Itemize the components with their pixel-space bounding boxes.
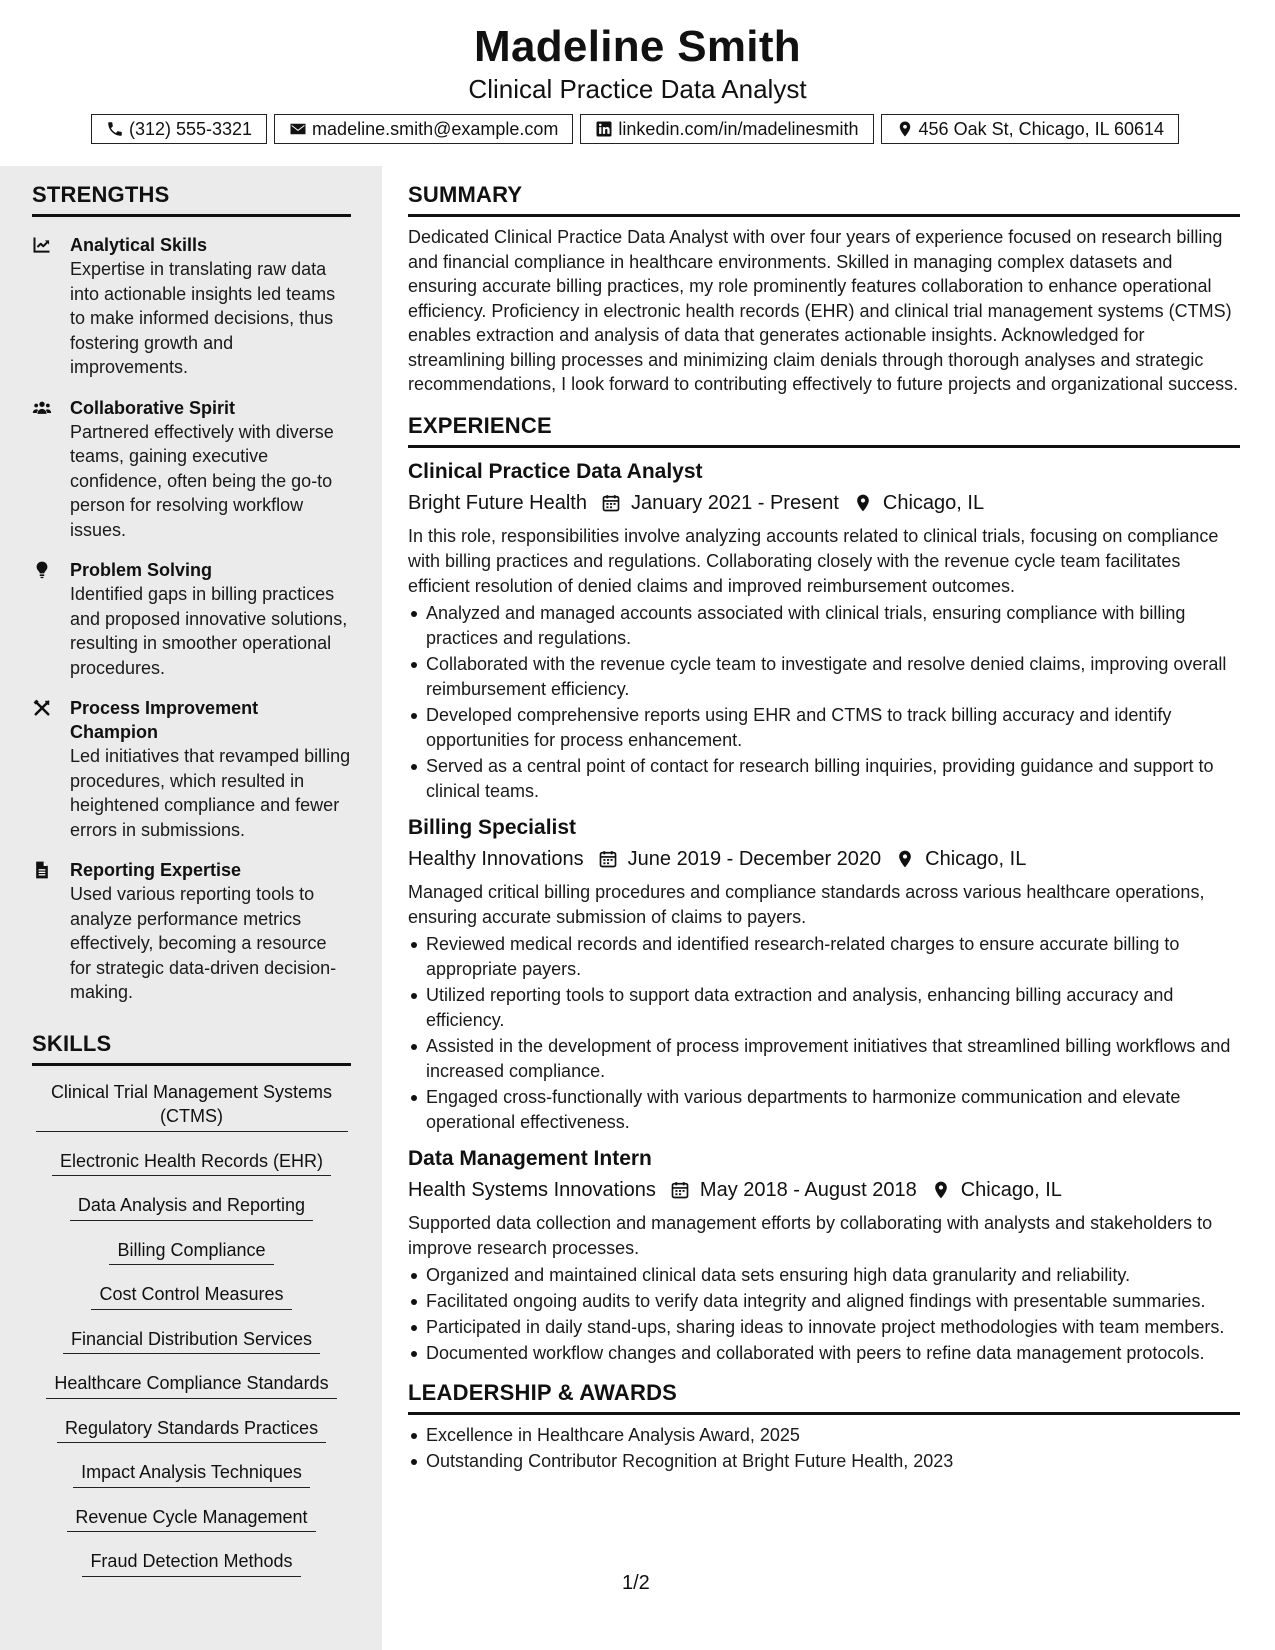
job-entry <box>408 814 1240 1135</box>
strength-item <box>32 558 351 680</box>
job-meta <box>408 844 1240 874</box>
calendar-icon <box>598 849 618 869</box>
strength-title: Process Improvement Champion <box>70 698 259 742</box>
strength-title: Problem Solving <box>70 560 213 580</box>
job-title: Billing Specialist <box>408 815 577 839</box>
contact-linkedin-text: linkedin.com/in/madelinesmith <box>618 118 859 139</box>
job-dates: May 2018 - August 2018 <box>699 1178 917 1201</box>
linkedin-icon <box>595 120 613 138</box>
map-pin-icon <box>895 849 915 869</box>
summary-text: Dedicated Clinical Practice Data Analyst with over four years of experience focused on research billing and financial compliance in healthcare environments. Skilled in managing complex datasets and ensuring accurate billing practices, my role prominently features collaboration to enhance operational efficiency. Proficiency in electronic health records (EHR) and clinical trial management systems (CTMS) enables extraction and analysis of data that generates actionable insights. Acknowledged for streamlining billing processes and minimizing claim denials through thorough analyses and strategic recommendations, I look forward to contributing effectively to future projects and organizational success. <box>408 227 1239 394</box>
job-desc: Managed critical billing procedures and compliance standards across various healthcare operations, ensuring accurate submission of claims to payers. <box>408 881 1205 927</box>
strength-item <box>32 396 351 543</box>
job-entry <box>408 458 1240 804</box>
list-item: Served as a central point of contact for research billing inquiries, providing guidance and support to clinical teams. <box>408 754 1240 804</box>
job-entry <box>408 1145 1240 1366</box>
skill-item: Electronic Health Records (EHR) <box>32 1149 351 1177</box>
map-pin-icon <box>931 1180 951 1200</box>
skill-item: Healthcare Compliance Standards <box>32 1371 351 1399</box>
job-location: Chicago, IL <box>960 1178 1062 1201</box>
job-meta <box>408 1175 1240 1205</box>
job-company: Bright Future Health <box>408 491 587 514</box>
list-item: Outstanding Contributor Recognition at Bright Future Health, 2023 <box>408 1449 1240 1474</box>
job-desc: Supported data collection and management efforts by collaborating with analysts and stakeholders to improve research processes. <box>408 1212 1213 1258</box>
candidate-name: Madeline Smith <box>474 22 801 71</box>
job-title: Data Management Intern <box>408 1146 652 1170</box>
list-item: Assisted in the development of process improvement initiatives that streamlined billing workflows and increased compliance. <box>408 1034 1240 1084</box>
job-desc: In this role, responsibilities involve analyzing accounts related to clinical trials, focusing on compliance with billing practices and regulations. Collaborating closely with the revenue cycle team facilitates efficient resolution of denied claims and improved reimbursement outcomes. <box>408 525 1219 596</box>
strengths-heading: STRENGTHS <box>32 182 351 217</box>
list-item: Developed comprehensive reports using EHR and CTMS to track billing accuracy and identify opportunities for process enhancement. <box>408 703 1240 753</box>
skill-item: Impact Analysis Techniques <box>32 1460 351 1488</box>
job-location: Chicago, IL <box>882 491 985 514</box>
strength-title: Reporting Expertise <box>70 860 242 880</box>
tools-icon <box>32 698 52 718</box>
chart-line-icon <box>32 235 52 255</box>
contact-bar <box>70 114 1200 144</box>
phone-icon <box>106 120 124 138</box>
summary-heading: SUMMARY <box>408 182 1240 217</box>
list-item: Organized and maintained clinical data sets ensuring high data granularity and reliability. <box>408 1263 1240 1288</box>
skills-list <box>32 1080 351 1577</box>
job-dates: June 2019 - December 2020 <box>627 847 882 870</box>
skill-item: Financial Distribution Services <box>32 1327 351 1355</box>
job-bullets <box>408 932 1240 1135</box>
skill-item: Cost Control Measures <box>32 1282 351 1310</box>
file-icon <box>32 860 52 880</box>
strength-desc: Expertise in translating raw data into actionable insights led teams to make informed decisions, thus fostering growth and improvements. <box>70 259 336 377</box>
list-item: Engaged cross-functionally with various departments to harmonize communication and elevate operational effectiveness. <box>408 1085 1240 1135</box>
skill-item: Fraud Detection Methods <box>32 1549 351 1577</box>
map-pin-icon <box>896 120 914 138</box>
strength-item <box>32 696 351 842</box>
job-company: Healthy Innovations <box>408 847 584 870</box>
list-item: Utilized reporting tools to support data extraction and analysis, enhancing billing accuracy and efficiency. <box>408 983 1240 1033</box>
skill-item: Revenue Cycle Management <box>32 1505 351 1533</box>
contact-email[interactable] <box>274 114 573 144</box>
strength-desc: Used various reporting tools to analyze performance metrics effectively, becoming a resource for strategic data-driven decision-making. <box>70 884 337 1002</box>
contact-email-text: madeline.smith@example.com <box>312 118 559 139</box>
leadership-list <box>408 1423 1240 1474</box>
lightbulb-icon <box>32 560 52 580</box>
skill-item: Regulatory Standards Practices <box>32 1416 351 1444</box>
list-item: Analyzed and managed accounts associated with clinical trials, ensuring compliance with billing practices and regulations. <box>408 601 1240 651</box>
job-dates: January 2021 - Present <box>630 491 839 514</box>
contact-address-text: 456 Oak St, Chicago, IL 60614 <box>918 118 1165 139</box>
contact-linkedin[interactable] <box>580 114 873 144</box>
contact-address[interactable] <box>881 114 1180 144</box>
calendar-icon <box>601 493 621 513</box>
contact-phone[interactable] <box>91 114 267 144</box>
skill-item: Clinical Trial Management Systems (CTMS) <box>32 1080 351 1132</box>
strength-desc: Led initiatives that revamped billing procedures, which resulted in heightened compliance and fewer errors in submissions. <box>70 746 351 840</box>
strength-desc: Partnered effectively with diverse teams, gaining executive confidence, often being the go-to person for resolving workflow issues. <box>70 421 334 540</box>
list-item: Reviewed medical records and identified research-related charges to ensure accurate billing to appropriate payers. <box>408 932 1240 982</box>
strength-title: Analytical Skills <box>70 235 208 255</box>
map-pin-icon <box>853 493 873 513</box>
job-meta <box>408 488 1240 518</box>
list-item: Excellence in Healthcare Analysis Award, 2025 <box>408 1423 1240 1448</box>
strength-item <box>32 858 351 1005</box>
job-company: Health Systems Innovations <box>408 1178 656 1201</box>
list-item: Collaborated with the revenue cycle team to investigate and resolve denied claims, improving overall reimbursement efficiency. <box>408 652 1240 702</box>
list-item: Documented workflow changes and collaborated with peers to refine data management protocols. <box>408 1341 1240 1366</box>
job-title: Clinical Practice Data Analyst <box>408 459 703 483</box>
leadership-heading: LEADERSHIP & AWARDS <box>408 1380 1240 1415</box>
envelope-icon <box>289 120 307 138</box>
contact-phone-text: (312) 555-3321 <box>128 118 253 139</box>
strength-desc: Identified gaps in billing practices and proposed innovative solutions, resulting in smoother operational procedures. <box>70 584 348 678</box>
skill-item: Data Analysis and Reporting <box>32 1193 351 1221</box>
strength-title: Collaborative Spirit <box>70 397 236 418</box>
candidate-title: Clinical Practice Data Analyst <box>468 74 807 104</box>
sidebar-content <box>32 182 351 1594</box>
list-item: Participated in daily stand-ups, sharing ideas to innovate project methodologies with team members. <box>408 1315 1240 1340</box>
main-column <box>408 166 1240 1650</box>
skill-item: Billing Compliance <box>32 1238 351 1266</box>
users-icon <box>32 398 52 418</box>
job-location: Chicago, IL <box>925 847 1027 870</box>
job-bullets <box>408 1263 1240 1366</box>
strength-item <box>32 233 351 380</box>
skills-heading: SKILLS <box>32 1031 351 1066</box>
experience-heading: EXPERIENCE <box>408 413 1240 448</box>
calendar-icon <box>670 1180 690 1200</box>
sidebar <box>0 166 382 1650</box>
resume-header <box>0 0 1275 166</box>
job-bullets <box>408 601 1240 804</box>
list-item: Facilitated ongoing audits to verify data integrity and aligned findings with presentable summaries. <box>408 1289 1240 1314</box>
page-number: 1/2 <box>622 1572 650 1594</box>
